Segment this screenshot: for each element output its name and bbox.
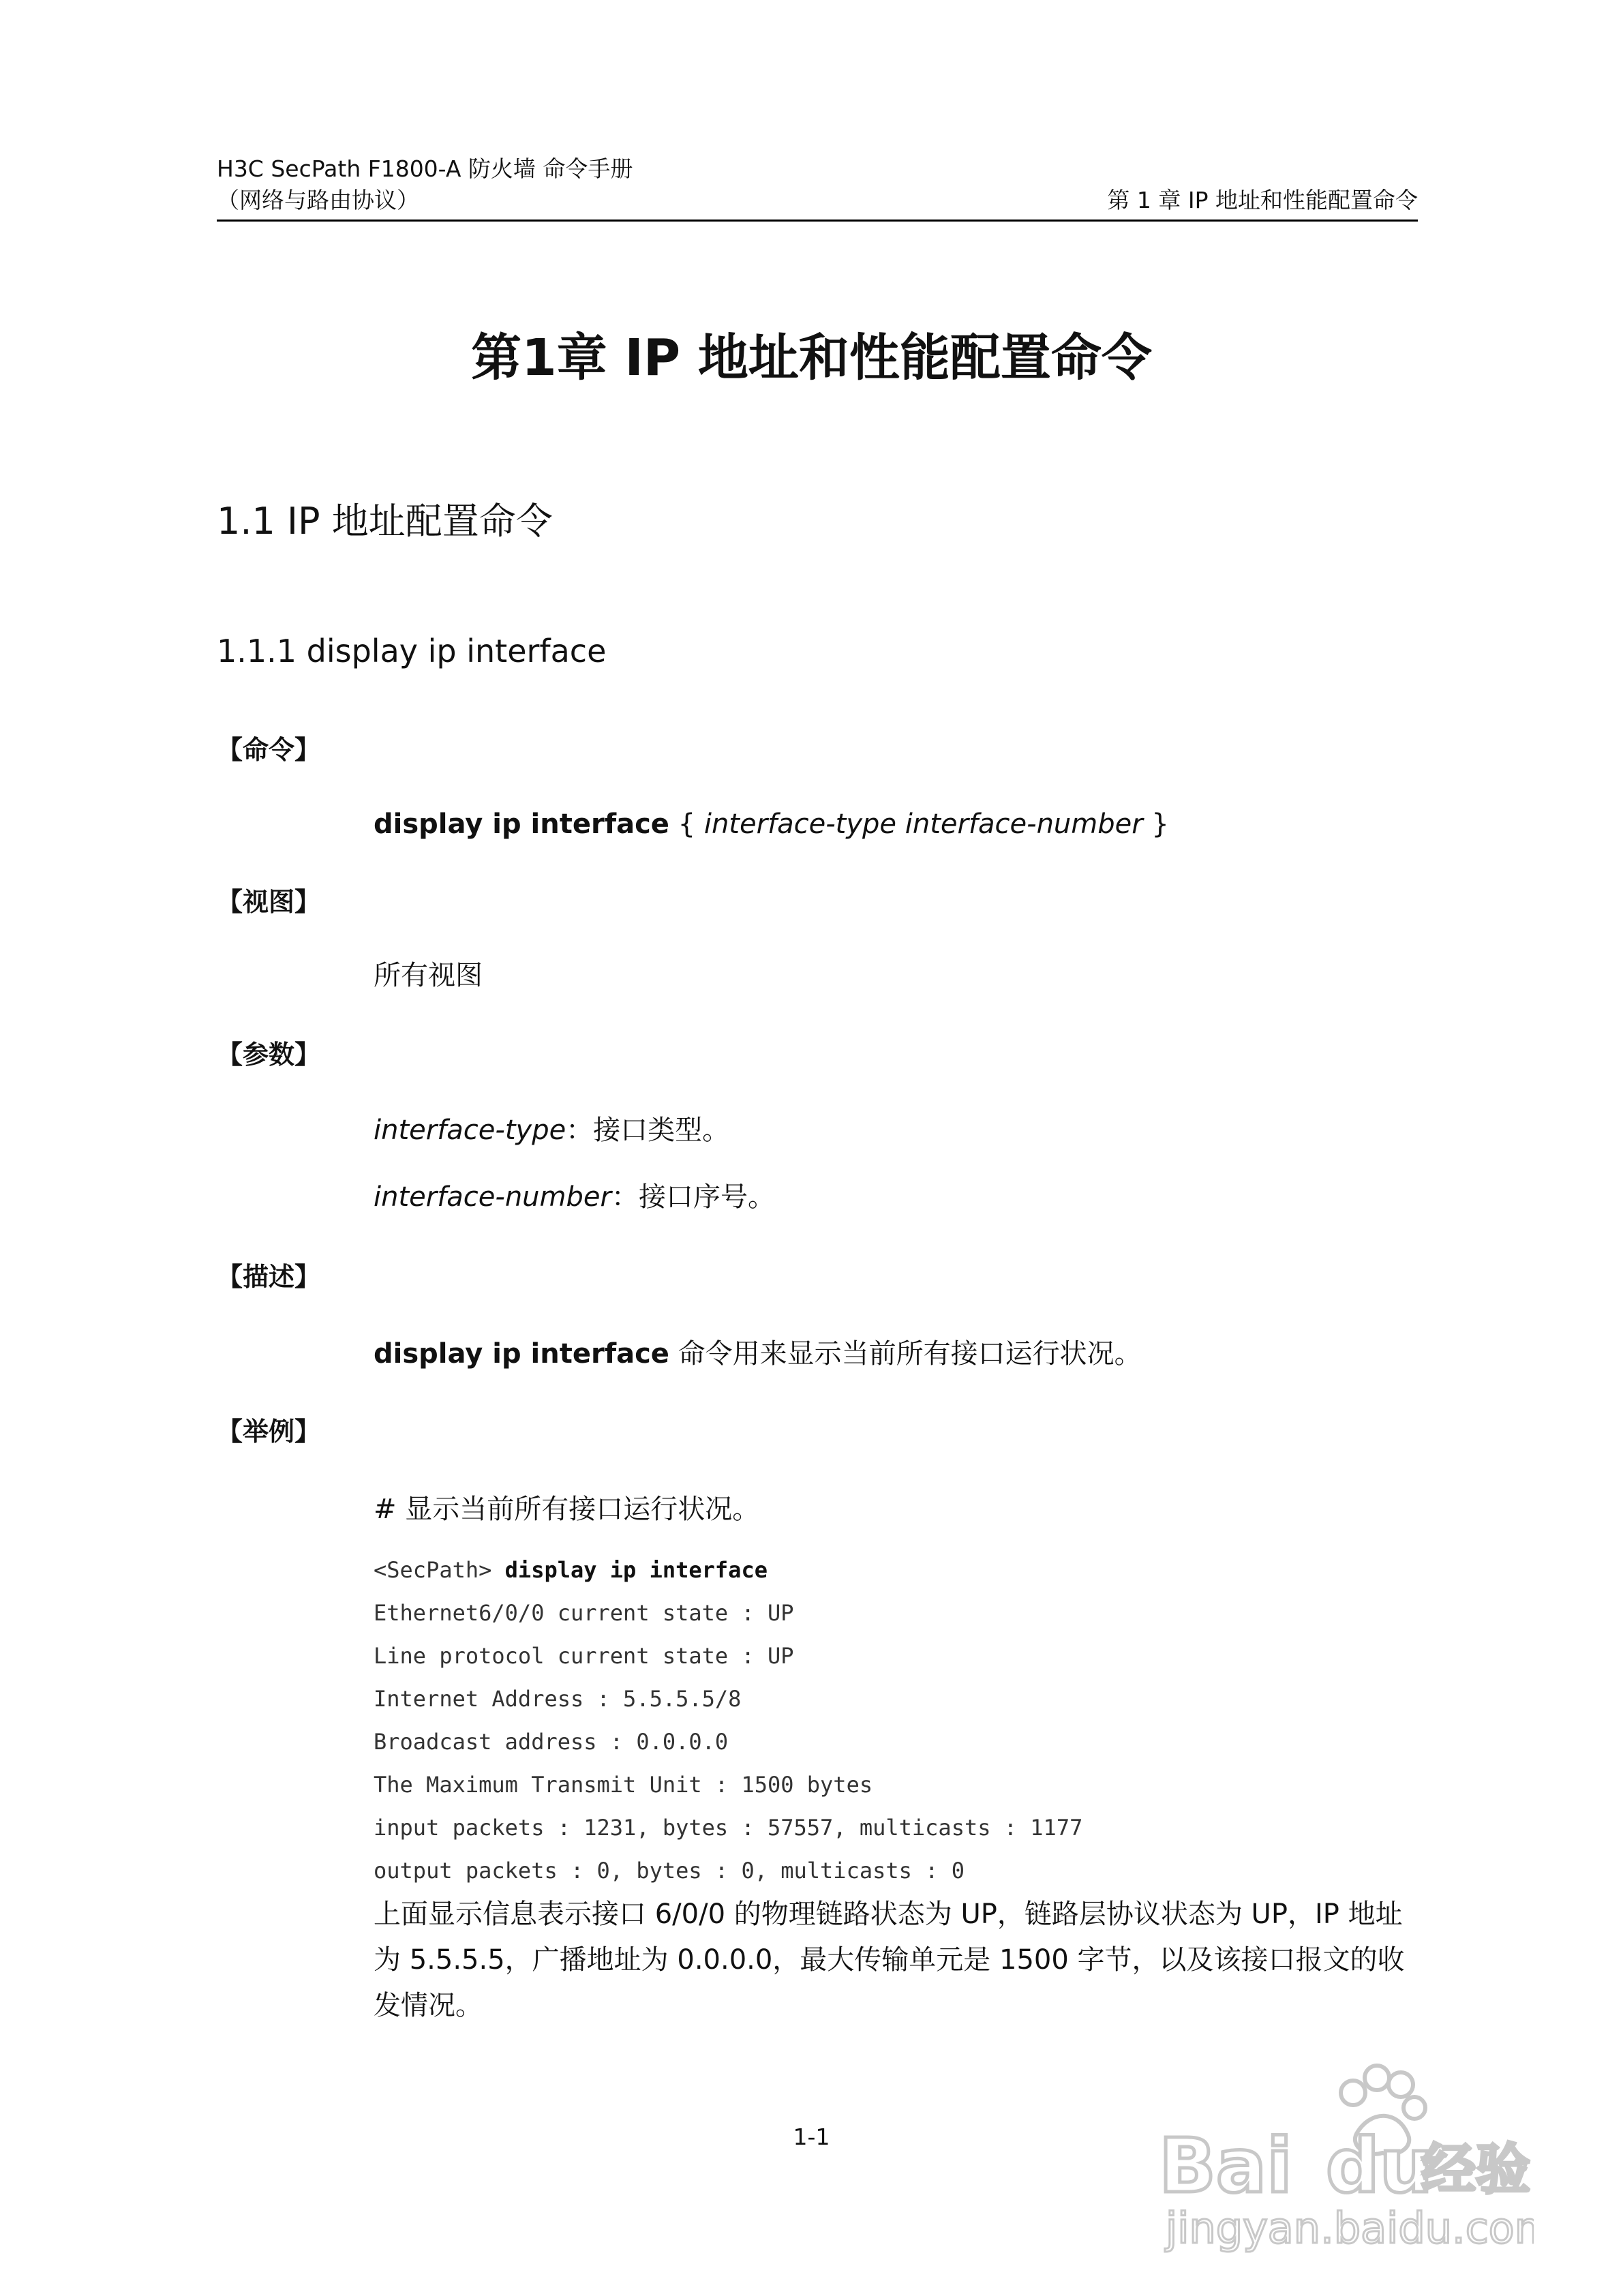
code-output-line: Ethernet6/0/0 current state : UP <box>374 1600 794 1626</box>
label-description: 【描述】 <box>217 1262 321 1292</box>
example-explanation: 上面显示信息表示接口 6/0/0 的物理链路状态为 UP，链路层协议状态为 UP，IP 地址为 5.5.5.5，广播地址为 0.0.0.0，最大传输单元是 1500 字节，以及该接口报文的收发情况。 <box>374 1899 1405 2021</box>
label-params: 【参数】 <box>217 1040 321 1070</box>
chapter-title: 第1章 IP 地址和性能配置命令 <box>471 329 1152 387</box>
param-item <box>374 1179 775 1215</box>
param-name: interface-type <box>374 1115 566 1146</box>
code-output-line: Line protocol current state : UP <box>374 1643 794 1669</box>
header-title: H3C SecPath F1800-A 防火墙 命令手册 <box>217 155 633 182</box>
svg-text:经验: 经验 <box>1421 2138 1530 2201</box>
code-output-line: output packets : 0, bytes : 0, multicasts : 0 <box>374 1858 965 1884</box>
code-output-line: Broadcast address : 0.0.0.0 <box>374 1729 729 1755</box>
svg-text:jingyan.baidu.com: jingyan.baidu.com <box>1166 2203 1534 2253</box>
baidu-jingyan-watermark <box>1152 2045 1534 2263</box>
header-rule <box>217 220 1418 222</box>
section-title: 1.1 IP 地址配置命令 <box>217 500 553 543</box>
command-keyword: display ip interface <box>374 809 669 840</box>
description-body: 命令用来显示当前所有接口运行状况。 <box>669 1338 1142 1370</box>
code-output-line: The Maximum Transmit Unit : 1500 bytes <box>374 1772 873 1798</box>
command-syntax <box>374 806 1169 842</box>
param-name: interface-number <box>374 1181 611 1213</box>
code-output-line: Internet Address : 5.5.5.5/8 <box>374 1686 742 1712</box>
header-chapter: 第 1 章 IP 地址和性能配置命令 <box>1107 187 1418 213</box>
param-item <box>374 1113 729 1148</box>
code-command-line <box>374 1556 768 1584</box>
command-brace-open: { <box>669 809 704 840</box>
baidu-watermark-logo <box>1152 2045 1534 2263</box>
header-subtitle: （网络与路由协议） <box>217 187 419 213</box>
svg-text:du: du <box>1326 2122 1434 2209</box>
label-command: 【命令】 <box>217 735 321 765</box>
label-example: 【举例】 <box>217 1417 321 1447</box>
param-desc: ：接口类型。 <box>566 1115 730 1146</box>
subsection-title: 1.1.1 display ip interface <box>217 633 607 669</box>
code-prompt: <SecPath> <box>374 1557 505 1583</box>
code-output-line: input packets : 1231, bytes : 57557, multicasts : 1177 <box>374 1815 1083 1841</box>
command-brace-close: } <box>1142 809 1169 840</box>
svg-text:Bai: Bai <box>1159 2122 1292 2209</box>
param-desc: ：接口序号。 <box>611 1181 775 1213</box>
view-text: 所有视图 <box>374 960 483 991</box>
code-command: display ip interface <box>504 1557 768 1583</box>
description-text <box>374 1336 1142 1372</box>
label-view: 【视图】 <box>217 887 321 917</box>
example-comment: # 显示当前所有接口运行状况。 <box>374 1494 760 1525</box>
command-args: interface-type interface-number <box>703 809 1143 840</box>
description-keyword: display ip interface <box>374 1338 669 1370</box>
page-number: 1-1 <box>793 2124 830 2150</box>
